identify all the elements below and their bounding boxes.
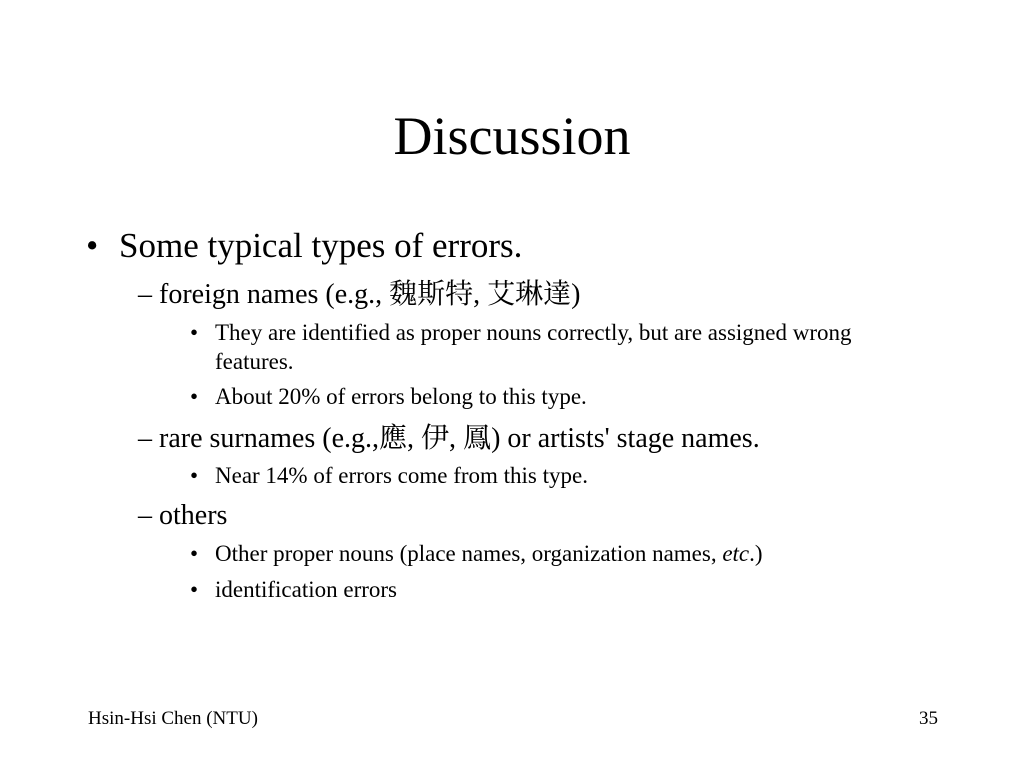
- separator: ,: [407, 423, 422, 454]
- bullet-icon: •: [86, 226, 99, 265]
- point-text: Near 14% of errors come from this type.: [215, 463, 588, 488]
- sub-item-others: [138, 498, 227, 534]
- dash-icon: –: [138, 279, 159, 310]
- sub-item-text-end: ): [571, 279, 581, 310]
- bullet-icon: •: [190, 577, 199, 602]
- point-text: [215, 539, 935, 568]
- sub-item-text: rare surnames (e.g.,: [159, 423, 380, 454]
- page-number: 35: [919, 708, 938, 729]
- sub-item-text: foreign names (e.g.,: [159, 279, 390, 310]
- separator: ,: [473, 279, 488, 310]
- cjk-example: 應: [379, 421, 408, 454]
- cjk-example: 伊: [421, 421, 450, 454]
- dash-icon: –: [138, 500, 159, 531]
- sub-item-text-end: ) or artists' stage names.: [491, 423, 760, 454]
- point-text: They are identified as proper nouns correctly, but are assigned wrong features.: [215, 320, 852, 374]
- cjk-example: 艾琳達: [487, 277, 572, 310]
- footer-author: Hsin-Hsi Chen (NTU): [88, 708, 258, 729]
- sub-item-text: others: [159, 500, 228, 531]
- separator: ,: [449, 423, 464, 454]
- point-text-end: .): [749, 541, 763, 566]
- sub-item-foreign-names: [138, 276, 581, 313]
- bullet-icon: •: [190, 320, 199, 345]
- bullet-icon: •: [190, 541, 199, 566]
- bullet-icon: •: [190, 463, 199, 488]
- point-text: About 20% of errors belong to this type.: [215, 384, 587, 409]
- cjk-example: 魏斯特: [389, 277, 474, 310]
- point-text-italic: etc: [722, 541, 750, 566]
- dash-icon: –: [138, 423, 159, 454]
- bullet-icon: •: [190, 384, 199, 409]
- cjk-example: 鳳: [463, 421, 492, 454]
- bullet-text: Some typical types of errors.: [119, 226, 523, 265]
- sub-item-rare-surnames: [138, 420, 760, 457]
- point-text-start: Other proper nouns (place names, organization names,: [215, 541, 723, 566]
- point-text: identification errors: [215, 577, 398, 602]
- slide-title: Discussion: [393, 106, 631, 166]
